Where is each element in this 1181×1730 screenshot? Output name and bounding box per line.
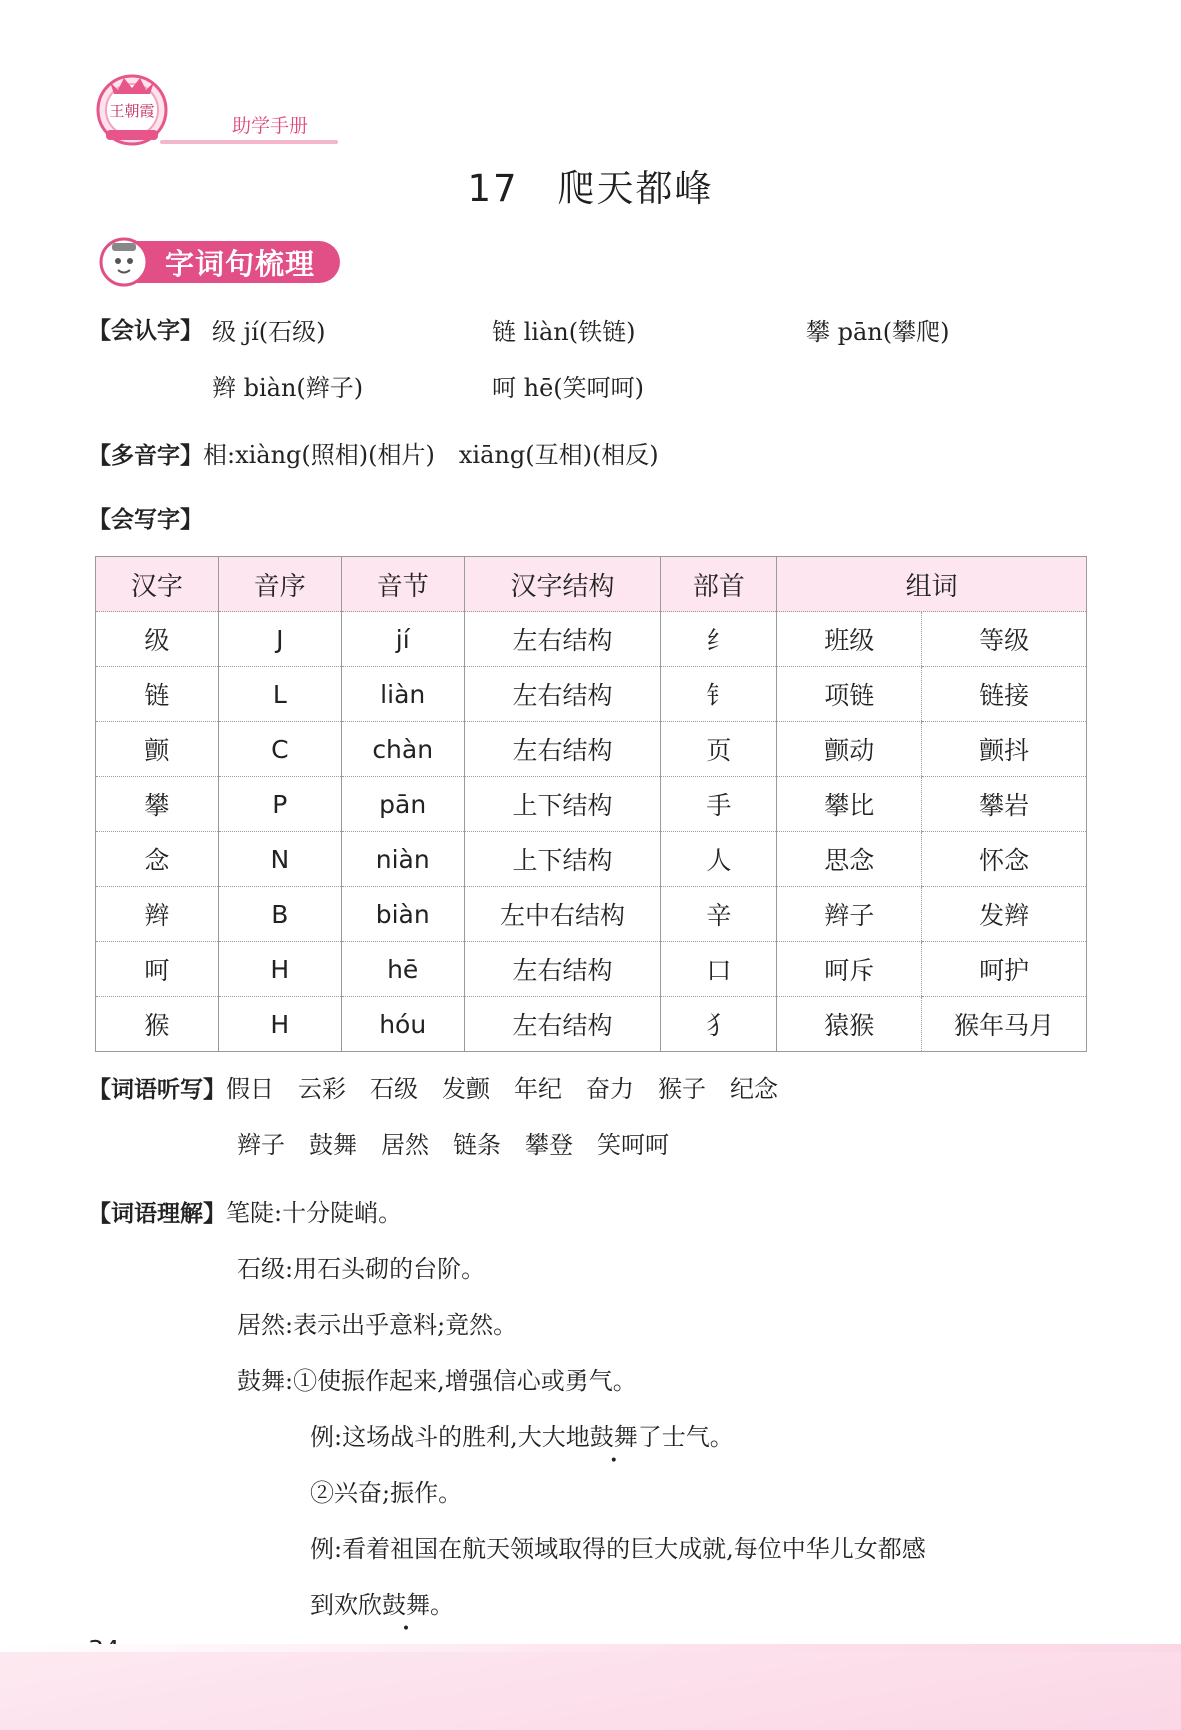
cell-word-2: 攀岩 [922, 777, 1087, 832]
cell-word-1: 攀比 [777, 777, 922, 832]
cell-word-1: 思念 [777, 832, 922, 887]
write-tag: 【会写字】 [88, 507, 203, 533]
cell-char: 辫 [96, 887, 219, 942]
meaning-entry: 居然:表示出乎意料;竟然。 [237, 1311, 518, 1339]
cell-pinyin: pān [341, 777, 464, 832]
cell-initial: H [218, 942, 341, 997]
cell-radical: 纟 [661, 612, 777, 667]
recognize-item: 呵 hē(笑呵呵) [492, 374, 645, 402]
cell-pinyin: liàn [341, 667, 464, 722]
polyphone-row [88, 435, 659, 470]
cell-word-2: 发辫 [922, 887, 1087, 942]
recognize-row-1 [88, 312, 203, 345]
cell-char: 念 [96, 832, 219, 887]
lesson-title: 17 爬天都峰 [467, 167, 714, 210]
cell-pinyin: jí [341, 612, 464, 667]
cell-char: 颤 [96, 722, 219, 777]
meaning-example [310, 1417, 734, 1452]
write-tag-row [88, 501, 203, 534]
cell-radical: 犭 [661, 997, 777, 1052]
publisher-logo [92, 68, 172, 148]
svg-text:王朝霞: 王朝霞 [109, 102, 155, 120]
example-text: 。 [430, 1591, 454, 1619]
emphasized-word: 鼓舞 [382, 1591, 430, 1619]
example-text: 到欢欣 [310, 1591, 382, 1619]
cell-radical: 页 [661, 722, 777, 777]
cell-pinyin: hóu [341, 997, 464, 1052]
table-row [96, 942, 1087, 997]
cell-structure: 上下结构 [464, 832, 661, 887]
meaning-row-1 [88, 1193, 402, 1228]
emphasized-word: 鼓舞 [589, 1423, 638, 1451]
recognize-item: 攀 pān(攀爬) [806, 318, 950, 346]
cell-structure: 左右结构 [464, 722, 661, 777]
header-char: 汉字 [96, 557, 219, 612]
characters-table [95, 556, 1087, 1052]
cell-char: 猴 [144, 1011, 170, 1040]
dictation-line-1: 假日 云彩 石级 发颤 年纪 奋力 猴子 纪念 [226, 1075, 778, 1103]
cell-initial: N [218, 832, 341, 887]
example-text: 了士气。 [637, 1423, 734, 1451]
cell-word-1: 项链 [777, 667, 922, 722]
dictation-tag: 【词语听写】 [88, 1077, 226, 1103]
cell-structure: 左右结构 [464, 997, 661, 1052]
table-row [96, 667, 1087, 722]
recognize-item: 链 liàn(铁链) [492, 318, 636, 346]
table-row [96, 887, 1087, 942]
cell-radical: 手 [661, 777, 777, 832]
handbook-label: 助学手册 [232, 115, 309, 137]
table-row [96, 612, 1087, 667]
cell-char: 攀 [96, 777, 219, 832]
polyphone-text: 相:xiàng(照相)(相片) xiāng(互相)(相反) [203, 441, 659, 469]
recognize-item: 级 jí(石级) [212, 318, 326, 346]
meaning-entry: 鼓舞:①使振作起来,增强信心或勇气。 [237, 1367, 637, 1395]
cell-word-1: 班级 [777, 612, 922, 667]
cell-structure: 左右结构 [464, 612, 661, 667]
cell-char: 级 [96, 612, 219, 667]
cell-initial: P [218, 777, 341, 832]
table-row [96, 722, 1087, 777]
cell-radical: 口 [661, 942, 777, 997]
cell-pinyin: chàn [341, 722, 464, 777]
header-structure: 汉字结构 [464, 557, 661, 612]
cell-radical: 钅 [661, 667, 777, 722]
meaning-example [310, 1585, 454, 1620]
cell-initial: H [218, 997, 341, 1052]
header-initial: 音序 [218, 557, 341, 612]
cell-structure: 上下结构 [464, 777, 661, 832]
example-text: 例:这场战斗的胜利,大大地 [310, 1423, 590, 1451]
meaning-entry: 石级:用石头砌的台阶。 [237, 1255, 486, 1283]
table-row [96, 997, 1087, 1052]
cell-pinyin: biàn [341, 887, 464, 942]
cell-word-2: 怀念 [922, 832, 1087, 887]
cell-structure: 左右结构 [464, 942, 661, 997]
cell-structure: 左中右结构 [464, 887, 661, 942]
dictation-row-1 [88, 1069, 778, 1104]
cell-word-1: 颤动 [777, 722, 922, 777]
cell-word-1: 呵斥 [777, 942, 922, 997]
meaning-entry: 笔陡:十分陡峭。 [226, 1199, 403, 1227]
cell-initial: L [218, 667, 341, 722]
header-pinyin: 音节 [341, 557, 464, 612]
section-banner-label: 字词句梳理 [165, 247, 316, 281]
cell-char: 呵 [96, 942, 219, 997]
cell-word-1: 辫子 [777, 887, 922, 942]
cell-initial: C [218, 722, 341, 777]
cell-word-2: 等级 [922, 612, 1087, 667]
header-underline [160, 140, 338, 144]
dictation-line-2: 辫子 鼓舞 居然 链条 攀登 笑呵呵 [237, 1131, 669, 1159]
header-radical: 部首 [661, 557, 777, 612]
footer-bar [0, 1652, 1181, 1730]
cell-pinyin: hē [341, 942, 464, 997]
cell-char: 链 [96, 667, 219, 722]
table-row [96, 832, 1087, 887]
meaning-tag: 【词语理解】 [88, 1201, 226, 1227]
recognize-item: 辫 biàn(辫子) [212, 374, 364, 402]
table-row [96, 777, 1087, 832]
cell-pinyin: niàn [341, 832, 464, 887]
cell-word-1: 猿猴 [777, 997, 922, 1052]
cell-radical: 人 [661, 832, 777, 887]
recognize-tag: 【会认字】 [88, 318, 203, 344]
cell-structure: 左右结构 [464, 667, 661, 722]
cell-initial: J [218, 612, 341, 667]
cell-word-2: 链接 [922, 667, 1087, 722]
cell-word-2: 颤抖 [922, 722, 1087, 777]
header-words: 组词 [777, 557, 1087, 612]
cell-radical: 辛 [661, 887, 777, 942]
polyphone-tag: 【多音字】 [88, 443, 203, 469]
meaning-entry: ②兴奋;振作。 [310, 1479, 463, 1507]
cell-initial: B [218, 887, 341, 942]
meaning-example: 例:看着祖国在航天领域取得的巨大成就,每位中华儿女都感 [310, 1535, 926, 1563]
cell-word-2: 呵护 [922, 942, 1087, 997]
table-header-row [96, 557, 1087, 612]
footer-stripe [0, 1644, 1181, 1652]
cell-word-2: 猴年马月 [922, 997, 1087, 1052]
